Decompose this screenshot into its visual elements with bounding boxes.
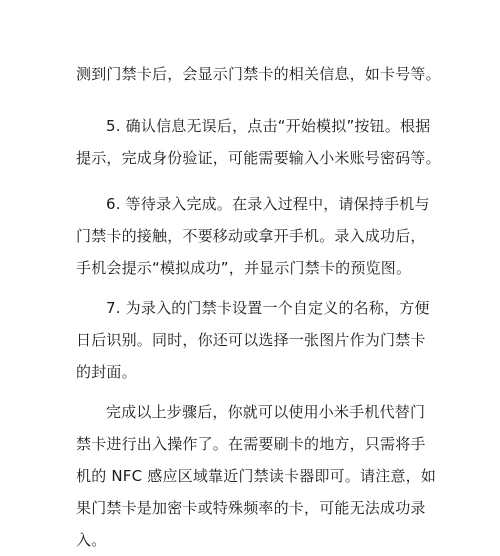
text-line: 果门禁卡是加密卡或特殊频率的卡，可能无法成功录 xyxy=(76,499,426,517)
text-line: 测到门禁卡后，会显示门禁卡的相关信息，如卡号等。 xyxy=(76,65,441,83)
text-line: 禁卡进行出入操作了。在需要刷卡的地方，只需将手 xyxy=(76,435,426,453)
text-line: 门禁卡的接触，不要移动或拿开手机。录入成功后， xyxy=(76,227,426,245)
text-line: 5. 确认信息无误后，点击“开始模拟”按钮。根据 xyxy=(106,117,431,135)
text-line: 6. 等待录入完成。在录入过程中，请保持手机与 xyxy=(106,195,430,213)
paragraph-continuation xyxy=(76,58,441,90)
paragraph-step-5 xyxy=(76,110,441,174)
text-line: 提示，完成身份验证，可能需要输入小米账号密码等。 xyxy=(76,149,441,167)
text-line: 7. 为录入的门禁卡设置一个自定义的名称，方便 xyxy=(106,299,430,317)
text-line: 日后识别。同时，你还可以选择一张图片作为门禁卡 xyxy=(76,331,426,349)
paragraph-conclusion xyxy=(76,396,436,556)
paragraph-step-6 xyxy=(76,188,436,284)
text-line: 完成以上步骤后，你就可以使用小米手机代替门 xyxy=(106,403,426,421)
text-line: 入。 xyxy=(76,531,107,549)
paragraph-step-7 xyxy=(76,292,436,388)
text-line: 机的 NFC 感应区域靠近门禁读卡器即可。请注意，如 xyxy=(76,467,437,485)
text-line: 手机会提示“模拟成功”，并显示门禁卡的预览图。 xyxy=(76,259,412,277)
text-line: 的封面。 xyxy=(76,363,137,381)
